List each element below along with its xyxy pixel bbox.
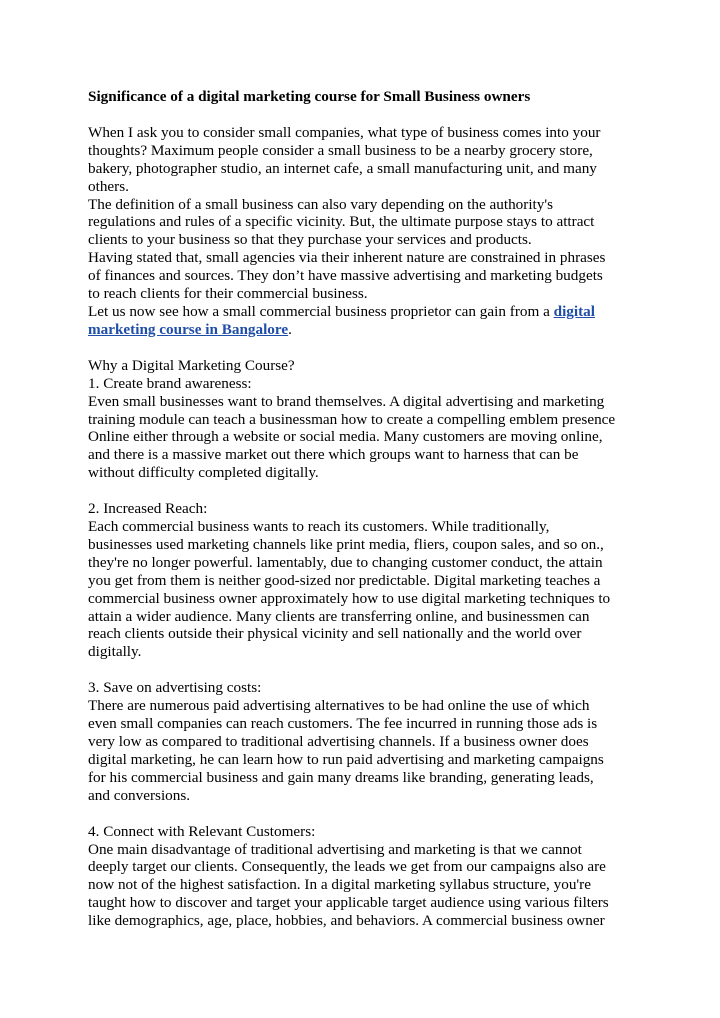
- intro-line: The definition of a small business can also vary depending on the authority's: [88, 195, 554, 213]
- section-relevant-customers: [88, 823, 640, 930]
- section-line: you get from them is neither good-sized nor predictable. Digital marketing teaches a: [88, 571, 601, 589]
- section-heading: 4. Connect with Relevant Customers:: [88, 822, 316, 840]
- section-line: Each commercial business wants to reach its customers. While traditionally,: [88, 518, 550, 536]
- intro-line: Having stated that, small agencies via their inherent nature are constrained in phrases: [88, 249, 606, 267]
- intro-line: to reach clients for their commercial business.: [88, 285, 368, 303]
- intro-section: [88, 124, 640, 339]
- course-link-part-2[interactable]: marketing course in Bangalore: [88, 320, 289, 338]
- section-line: training module can teach a businessman how to create a compelling emblem presence: [88, 410, 616, 428]
- section-line: they're no longer powerful. lamentably, due to changing customer conduct, the attain: [88, 553, 603, 571]
- section-line: Online either through a website or social media. Many customers are moving online,: [88, 428, 603, 446]
- section-brand-awareness: [88, 357, 640, 482]
- link-sentence-suffix: .: [288, 320, 292, 338]
- intro-line: of finances and sources. They don’t have massive advertising and marketing budgets: [88, 267, 603, 285]
- section-line: for his commercial business and gain many dreams like branding, generating leads,: [88, 768, 594, 786]
- intro-line: clients to your business so that they purchase your services and products.: [88, 231, 532, 249]
- intro-link-sentence-end: [88, 321, 640, 339]
- intro-line: When I ask you to consider small companies, what type of business comes into your: [88, 123, 601, 141]
- course-link-part-1[interactable]: digital: [553, 302, 595, 320]
- document-page: [88, 88, 640, 948]
- section-subheading: 1. Create brand awareness:: [88, 374, 252, 392]
- section-line: One main disadvantage of traditional advertising and marketing is that we cannot: [88, 840, 582, 858]
- document-title: Significance of a digital marketing course for Small Business owners: [88, 88, 531, 105]
- section-line: deeply target our clients. Consequently, the leads we get from our campaigns also are: [88, 858, 606, 876]
- section-line: digitally.: [88, 643, 142, 661]
- section-line: commercial business owner approximately how to use digital marketing techniques to: [88, 589, 611, 607]
- section-line: taught how to discover and target your applicable target audience using various filters: [88, 894, 609, 912]
- section-line: now not of the highest satisfaction. In a digital marketing syllabus structure, you're: [88, 876, 591, 894]
- section-line: There are numerous paid advertising alternatives to be had online the use of which: [88, 697, 590, 715]
- section-line: Even small businesses want to brand themselves. A digital advertising and marketing: [88, 392, 605, 410]
- section-increased-reach: [88, 500, 640, 661]
- section-line: businesses used marketing channels like print media, fliers, coupon sales, and so on.,: [88, 535, 604, 553]
- section-advertising-costs: [88, 679, 640, 804]
- intro-line: regulations and rules of a specific vicinity. But, the ultimate purpose stays to attract: [88, 213, 595, 231]
- section-line: attain a wider audience. Many clients are transferring online, and businessmen can: [88, 607, 590, 625]
- section-line: without difficulty completed digitally.: [88, 464, 319, 482]
- section-heading: 2. Increased Reach:: [88, 500, 208, 518]
- section-line: like demographics, age, place, hobbies, and behaviors. A commercial business owner: [88, 912, 605, 930]
- intro-line: others.: [88, 177, 129, 195]
- section-line: digital marketing, he can learn how to run paid advertising and marketing campaigns: [88, 750, 604, 768]
- section-line: even small companies can reach customers. The fee incurred in running those ads is: [88, 715, 598, 733]
- section-line: reach clients outside their physical vicinity and sell nationally and the world over: [88, 625, 582, 643]
- link-sentence-prefix: Let us now see how a small commercial business proprietor can gain from a: [88, 302, 554, 320]
- intro-line: bakery, photographer studio, an internet cafe, a small manufacturing unit, and many: [88, 159, 597, 177]
- section-heading: 3. Save on advertising costs:: [88, 679, 262, 697]
- intro-link-sentence: [88, 303, 640, 321]
- section-heading: Why a Digital Marketing Course?: [88, 356, 295, 374]
- section-line: very low as compared to traditional advertising channels. If a business owner does: [88, 733, 589, 750]
- intro-line: thoughts? Maximum people consider a small business to be a nearby grocery store,: [88, 141, 593, 159]
- section-line: and conversions.: [88, 786, 191, 804]
- section-line: and there is a massive market out there which groups want to harness that can be: [88, 446, 579, 464]
